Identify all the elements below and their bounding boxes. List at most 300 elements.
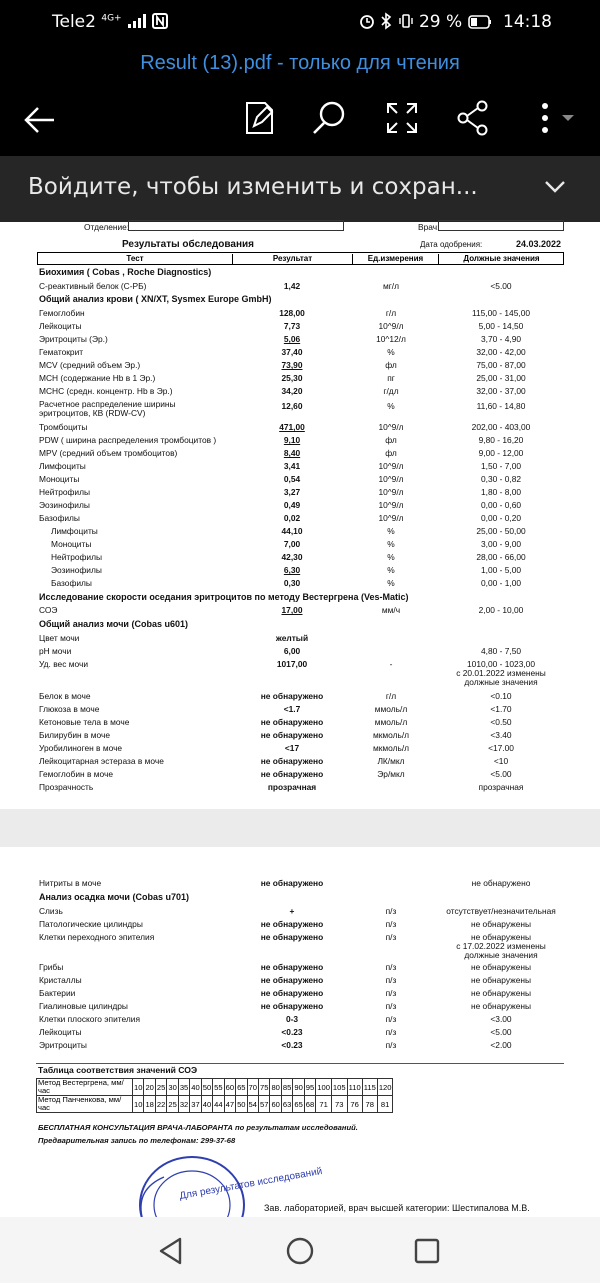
test-unit: 10^9/л	[378, 461, 404, 471]
test-result: 1,42	[283, 281, 301, 291]
soe-cell: 40	[190, 1079, 201, 1096]
test-result: 34,20	[281, 386, 303, 396]
soe-cell: 55	[213, 1079, 224, 1096]
biochem-title: Биохимия ( Cobas , Roche Diagnostics)	[39, 267, 212, 277]
test-name: Слизь	[39, 906, 63, 916]
soe-cell: 37	[190, 1096, 201, 1113]
soe-cell: 32	[178, 1096, 189, 1113]
table-row	[0, 633, 600, 646]
test-unit: 10^9/л	[378, 474, 404, 484]
test-result: 9,10	[283, 435, 301, 445]
test-ref: 5,00 - 14,50	[478, 321, 524, 331]
test-name: Уд. вес мочи	[39, 659, 89, 669]
table-row	[0, 386, 600, 399]
soe-cell: 90	[293, 1079, 304, 1096]
table-row	[0, 487, 600, 500]
soe-cell: 110	[347, 1079, 362, 1096]
test-unit: п/з	[385, 1027, 397, 1037]
col-ref: Должные значения	[438, 254, 564, 265]
table-row	[0, 360, 600, 373]
test-name: Лейкоцитарная эстераза в моче	[39, 756, 164, 766]
test-ref: <3.00	[490, 1014, 512, 1024]
table-row	[0, 526, 600, 539]
test-result: <0.23	[281, 1027, 303, 1037]
esr-title: Исследование скорости оседания эритроцитов по методу Вестергрена (Ves-Matic)	[39, 592, 409, 602]
recents-nav-icon[interactable]	[414, 1238, 440, 1264]
test-result: 0,30	[283, 578, 301, 588]
test-unit: пг	[387, 373, 395, 383]
sediment-title: Анализ осадка мочи (Cobas u701)	[39, 892, 189, 902]
test-result: 0,02	[283, 513, 301, 523]
table-row	[0, 334, 600, 347]
bluetooth-icon	[380, 13, 392, 29]
test-ref-note: с 17.02.2022 изменены	[456, 941, 546, 951]
test-unit: %	[387, 539, 395, 549]
test-ref: не обнаружены	[470, 975, 532, 985]
test-unit: 10^9/л	[378, 487, 404, 497]
edit-document-icon[interactable]	[244, 100, 276, 136]
test-unit: ммоль/л	[374, 717, 408, 727]
table-row	[0, 975, 600, 988]
test-unit: г/дл	[383, 386, 399, 396]
soe-cell: 65	[236, 1079, 247, 1096]
test-ref: не обнаружены	[470, 962, 532, 972]
test-unit: п/з	[385, 988, 397, 998]
test-ref: не обнаружены	[470, 932, 532, 942]
test-name: Нейтрофилы	[51, 552, 103, 562]
soe-cell: 25	[155, 1079, 166, 1096]
test-ref: не обнаружены	[470, 919, 532, 929]
soe-cell: 50	[201, 1079, 212, 1096]
test-unit: г/л	[385, 691, 397, 701]
soe-row-label: Метод Панченкова, мм/час	[37, 1096, 133, 1113]
soe-cell: 44	[213, 1096, 224, 1113]
test-ref: <5.00	[490, 281, 512, 291]
sign-in-banner[interactable]	[0, 156, 600, 222]
test-name: PDW ( ширина распределения тромбоцитов )	[39, 435, 217, 445]
test-ref-note: с 20.01.2022 изменены	[456, 668, 546, 678]
table-row	[0, 659, 600, 689]
test-result: <0.23	[281, 1040, 303, 1050]
test-name: Нейтрофилы	[39, 487, 91, 497]
test-ref: <17.00	[488, 743, 514, 753]
col-test: Тест	[126, 254, 144, 263]
test-ref: <0.10	[490, 691, 512, 701]
test-name: Тромбоциты	[39, 422, 88, 432]
test-ref: 28,00 - 66,00	[476, 552, 526, 562]
soe-cell: 10	[133, 1079, 144, 1096]
network-type: 4G+	[101, 13, 122, 24]
status-left	[52, 12, 168, 32]
test-name: Лимфоциты	[39, 461, 86, 471]
test-name: MCH (содержание Hb в 1 Эр.)	[39, 373, 156, 383]
table-row	[0, 1040, 600, 1053]
test-unit: 10^9/л	[378, 422, 404, 432]
search-icon[interactable]	[312, 100, 348, 136]
test-result: не обнаружено	[260, 1001, 324, 1011]
back-arrow-icon[interactable]	[22, 104, 56, 136]
carrier: Tele2	[52, 12, 96, 32]
table-row	[0, 578, 600, 591]
test-name: MCV (средний объем Эр.)	[39, 360, 141, 370]
test-unit: фл	[385, 435, 397, 445]
soe-cell: 100	[316, 1079, 332, 1096]
soe-cell: 68	[304, 1096, 315, 1113]
soe-cell: 75	[258, 1079, 269, 1096]
test-ref: 1,80 - 8,00	[480, 487, 522, 497]
test-unit: фл	[385, 448, 397, 458]
test-unit: %	[387, 552, 395, 562]
test-ref: 25,00 - 50,00	[476, 526, 526, 536]
test-ref: <10	[493, 756, 509, 766]
table-row	[0, 878, 600, 891]
test-ref: 0,30 - 0,82	[480, 474, 522, 484]
test-name: Эритроциты	[39, 1040, 87, 1050]
test-result: не обнаружено	[260, 756, 324, 766]
battery-icon	[468, 15, 492, 29]
doctor-label: Врач:	[418, 222, 440, 232]
test-name: С-реактивный белок (С-РБ)	[39, 281, 147, 291]
table-row	[0, 782, 600, 795]
dept-label: Отделение:	[84, 222, 130, 232]
test-name: Клетки плоского эпителия	[39, 1014, 140, 1024]
test-result: 128,00	[279, 308, 305, 318]
test-unit: %	[387, 578, 395, 588]
table-row	[37, 1096, 393, 1113]
test-ref: 2,00 - 10,00	[478, 605, 524, 615]
col-result: Результат	[232, 254, 352, 265]
test-ref: прозрачная	[478, 782, 524, 792]
test-ref: 32,00 - 37,00	[476, 386, 526, 396]
test-result: <17	[284, 743, 300, 753]
test-ref: <0.50	[490, 717, 512, 727]
test-name: Бактерии	[39, 988, 76, 998]
test-unit: ммоль/л	[374, 704, 408, 714]
soe-cell: 81	[377, 1096, 393, 1113]
test-ref: не обнаружены	[470, 988, 532, 998]
soe-cell: 73	[331, 1096, 347, 1113]
soe-cell: 71	[316, 1096, 332, 1113]
test-name: Лейкоциты	[39, 321, 82, 331]
test-ref-note: должные значения	[464, 950, 538, 960]
test-ref: 1,00 - 5,00	[480, 565, 522, 575]
test-result: 37,40	[281, 347, 303, 357]
test-ref-note: должные значения	[464, 677, 538, 687]
home-nav-icon[interactable]	[286, 1237, 314, 1265]
soe-cell: 80	[270, 1079, 281, 1096]
test-ref: 202,00 - 403,00	[471, 422, 531, 432]
test-name: Базофилы	[39, 513, 80, 523]
test-unit: 10^9/л	[378, 321, 404, 331]
pdf-page	[0, 222, 600, 1217]
table-row	[0, 373, 600, 386]
vibrate-icon	[398, 13, 414, 29]
test-unit: п/з	[385, 906, 397, 916]
test-name: Гемоглобин	[39, 308, 85, 318]
test-name: Прозрачность	[39, 782, 94, 792]
test-name: MPV (средний объем тромбоцитов)	[39, 448, 178, 458]
test-name: Эозинофилы	[39, 500, 90, 510]
test-name: MCHC (средн. концентр. Hb в Эр.)	[39, 386, 173, 396]
test-unit: -	[389, 659, 393, 669]
test-result: желтый	[275, 633, 309, 643]
stamp-text: Для результатов исследований	[178, 1165, 324, 1202]
test-ref: 3,00 - 9,00	[480, 539, 522, 549]
sign-in-banner-text: Войдите, чтобы изменить и сохран...	[28, 174, 478, 200]
test-ref: 1,50 - 7,00	[480, 461, 522, 471]
test-ref: не обнаружено	[471, 878, 531, 888]
test-name: Кристаллы	[39, 975, 82, 985]
soe-cell: 54	[247, 1096, 258, 1113]
test-name: Билирубин в моче	[39, 730, 111, 740]
table-header	[37, 252, 564, 265]
table-row	[0, 1001, 600, 1014]
test-unit: %	[387, 565, 395, 575]
soe-cell: 35	[178, 1079, 189, 1096]
soe-cell: 78	[362, 1096, 377, 1113]
test-name: Патологические цилиндры	[39, 919, 143, 929]
table-row	[0, 919, 600, 932]
soe-cell: 57	[258, 1096, 269, 1113]
table-row	[0, 605, 600, 618]
test-name: Глюкоза в моче	[39, 704, 100, 714]
test-name: Эритроциты (Эр.)	[39, 334, 108, 344]
test-ref: 9,80 - 16,20	[478, 435, 524, 445]
test-ref: 11,60 - 14,80	[476, 401, 526, 411]
status-right	[359, 12, 552, 32]
section-title	[0, 1065, 600, 1078]
soe-row-label: Метод Вестергрена, мм/час	[37, 1079, 133, 1096]
test-result: 1017,00	[276, 659, 308, 669]
test-result: не обнаружено	[260, 975, 324, 985]
soe-cell: 10	[133, 1096, 144, 1113]
table-row	[0, 743, 600, 756]
test-unit: 10^9/л	[378, 513, 404, 523]
soe-cell: 18	[144, 1096, 155, 1113]
test-unit: фл	[385, 360, 397, 370]
test-result: не обнаружено	[260, 919, 324, 929]
table-row	[0, 321, 600, 334]
test-unit: %	[387, 401, 395, 411]
test-result: 471,00	[279, 422, 305, 432]
soe-table-title: Таблица соответствия значений СОЭ	[38, 1065, 198, 1075]
test-unit: %	[387, 347, 395, 357]
test-unit: п/з	[385, 1014, 397, 1024]
test-unit: п/з	[385, 919, 397, 929]
doctor-field	[438, 220, 564, 231]
app-toolbar	[0, 44, 600, 156]
test-result: 6,30	[283, 565, 301, 575]
cbc-title: Общий анализ крови ( XN/XT, Sysmex Europe GmbH)	[39, 294, 272, 304]
test-name: Лейкоциты	[39, 1027, 82, 1037]
soe-cell: 20	[144, 1079, 155, 1096]
test-name: Белок в моче	[39, 691, 91, 701]
test-ref: 75,00 - 87,00	[476, 360, 526, 370]
fullscreen-icon[interactable]	[386, 102, 418, 134]
dept-row	[0, 222, 600, 235]
test-unit: мм/ч	[381, 605, 401, 615]
test-name: Нитриты в моче	[39, 878, 102, 888]
test-ref: 1010,00 - 1023,00	[467, 659, 535, 669]
test-name: СОЭ	[39, 605, 58, 615]
test-unit: мкмоль/л	[372, 730, 410, 740]
soe-cell: 22	[155, 1096, 166, 1113]
soe-cell: 40	[201, 1096, 212, 1113]
back-nav-icon[interactable]	[158, 1237, 184, 1265]
test-unit: мг/л	[382, 281, 400, 291]
test-unit: %	[387, 526, 395, 536]
status-bar	[0, 0, 600, 44]
table-row	[0, 565, 600, 578]
test-result: 12,60	[281, 401, 303, 411]
table-row	[0, 1014, 600, 1027]
toolbar-icons	[0, 100, 600, 140]
test-ref: <5.00	[490, 1027, 512, 1037]
test-result: не обнаружено	[260, 717, 324, 727]
divider	[36, 1063, 564, 1064]
table-row	[0, 448, 600, 461]
test-result: 25,30	[281, 373, 303, 383]
table-row	[0, 906, 600, 919]
table-row	[0, 769, 600, 782]
test-unit: п/з	[385, 1040, 397, 1050]
soe-cell: 60	[270, 1096, 281, 1113]
approve-date: 24.03.2022	[516, 239, 562, 249]
table-row	[0, 1027, 600, 1040]
test-result: 0,54	[283, 474, 301, 484]
soe-cell: 76	[347, 1096, 362, 1113]
table-row	[0, 646, 600, 659]
test-ref: 0,00 - 0,60	[480, 500, 522, 510]
soe-cell: 95	[304, 1079, 315, 1096]
soe-cell: 85	[281, 1079, 292, 1096]
system-nav-bar	[0, 1217, 600, 1283]
test-result: 7,73	[283, 321, 301, 331]
table-row	[0, 399, 600, 421]
test-result: 0-3	[285, 1014, 299, 1024]
results-heading: Результаты обследования	[122, 239, 254, 250]
soe-cell: 115	[362, 1079, 377, 1096]
table-row	[0, 422, 600, 435]
test-name: Клетки переходного эпителия	[39, 932, 155, 942]
test-name: Моноциты	[51, 539, 92, 549]
table-row	[0, 513, 600, 526]
test-name-cont: эритроцитов, КВ (RDW-CV)	[39, 408, 146, 418]
section-title	[0, 892, 600, 905]
table-row	[0, 717, 600, 730]
chevron-down-icon[interactable]	[544, 180, 566, 194]
soe-cell: 30	[167, 1079, 178, 1096]
test-name: pH мочи	[39, 646, 72, 656]
battery-percent: 29 %	[418, 12, 463, 32]
alarm-icon	[359, 13, 375, 29]
soe-table	[36, 1078, 393, 1113]
test-ref: <2.00	[490, 1040, 512, 1050]
test-result: не обнаружено	[260, 730, 324, 740]
test-unit: п/з	[385, 1001, 397, 1011]
test-result: 8,40	[283, 448, 301, 458]
table-row	[0, 691, 600, 704]
test-name: Базофилы	[51, 578, 92, 588]
page-separator	[0, 809, 600, 847]
table-row	[0, 552, 600, 565]
table-row	[0, 756, 600, 769]
nfc-icon	[152, 13, 168, 29]
more-options-icon[interactable]	[538, 100, 578, 136]
soe-cell: 65	[293, 1096, 304, 1113]
test-result: 5,06	[283, 334, 301, 344]
test-name: Кетоновые тела в моче	[39, 717, 130, 727]
test-result: 7,00	[283, 539, 301, 549]
section-title	[0, 592, 600, 605]
test-name: Лимфоциты	[51, 526, 98, 536]
test-unit: 10^12/л	[376, 334, 406, 344]
table-row	[0, 730, 600, 743]
phone-row	[0, 1136, 600, 1149]
table-row	[0, 539, 600, 552]
consult-text: БЕСПЛАТНАЯ КОНСУЛЬТАЦИЯ ВРАЧА-ЛАБОРАНТА по результатам исследований.	[38, 1123, 358, 1132]
section-title	[0, 267, 600, 280]
test-result: 17,00	[281, 605, 303, 615]
test-unit: Эр/мкл	[377, 769, 405, 779]
test-unit: 10^9/л	[378, 500, 404, 510]
test-unit: п/з	[385, 932, 397, 942]
test-name: Моноциты	[39, 474, 80, 484]
soe-cell: 50	[236, 1096, 247, 1113]
soe-cell: 105	[331, 1079, 347, 1096]
test-ref: 25,00 - 31,00	[476, 373, 526, 383]
soe-cell: 63	[281, 1096, 292, 1113]
test-result: 44,10	[281, 526, 303, 536]
soe-cell: 25	[167, 1096, 178, 1113]
table-row	[0, 500, 600, 513]
soe-cell: 120	[377, 1079, 393, 1096]
test-result: <1.7	[283, 704, 301, 714]
test-result: 42,30	[281, 552, 303, 562]
test-unit: п/з	[385, 975, 397, 985]
table-row	[0, 988, 600, 1001]
heading-row	[0, 239, 600, 252]
test-ref: 0,00 - 0,20	[480, 513, 522, 523]
test-name: Грибы	[39, 962, 64, 972]
test-result: 3,41	[283, 461, 301, 471]
test-ref: <1.70	[490, 704, 512, 714]
section-title	[0, 294, 600, 307]
test-name: Гематокрит	[39, 347, 84, 357]
test-result: не обнаружено	[260, 932, 324, 942]
table-row	[0, 281, 600, 294]
phone-text: Предварительная запись по телефонам: 299-37-68	[38, 1136, 236, 1145]
document-title: Result (13).pdf - только для чтения	[140, 52, 460, 74]
test-unit: п/з	[385, 962, 397, 972]
test-result: 73,90	[281, 360, 303, 370]
col-units: Ед.измерения	[352, 254, 438, 265]
test-ref: 0,00 - 1,00	[480, 578, 522, 588]
soe-cell: 70	[247, 1079, 258, 1096]
test-ref: <3.40	[490, 730, 512, 740]
share-icon[interactable]	[455, 100, 491, 136]
signal-icon	[127, 14, 147, 28]
section-title	[0, 619, 600, 632]
test-result: не обнаружено	[260, 691, 324, 701]
test-unit: г/л	[385, 308, 397, 318]
test-unit: мкмоль/л	[372, 743, 410, 753]
test-name: Гемоглобин в моче	[39, 769, 114, 779]
table-row	[0, 932, 600, 962]
approve-label: Дата одобрения:	[420, 240, 483, 249]
table-row	[0, 704, 600, 717]
table-row	[0, 461, 600, 474]
